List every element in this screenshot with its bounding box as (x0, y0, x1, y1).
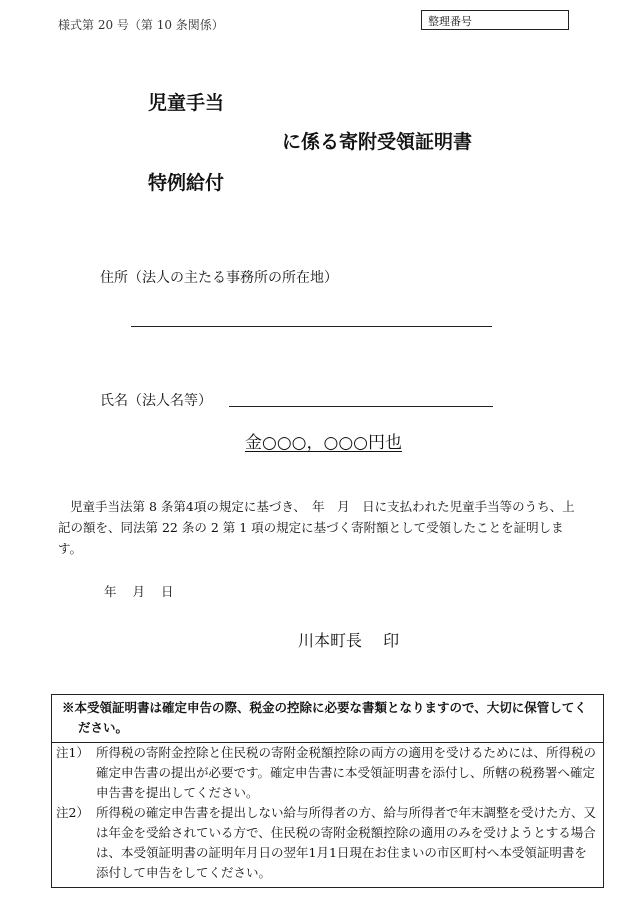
title-line-3: 特例給付 (148, 172, 225, 194)
donation-amount: 金○○○，○○○円也 (245, 433, 403, 453)
name-label: 氏名（法人名等） (100, 393, 212, 409)
form-number: 様式第 20 号（第 10 条関係） (58, 18, 224, 32)
address-label: 住所（法人の主たる事務所の所在地） (100, 270, 338, 286)
issuer-signature: 川本町長 印 (298, 631, 400, 650)
reference-number-box (421, 10, 569, 30)
reference-number-label: 整理番号 (428, 15, 472, 28)
issue-date: 年 月 日 (104, 584, 174, 599)
note-label: 注1） (56, 745, 89, 760)
notes-heading: ※本受領証明書は確定申告の際、税金の控除に必要な書類となりますので、大切に保管してください。 (52, 695, 603, 743)
title-line-1: 児童手当 (148, 92, 225, 114)
note-label: 注2） (56, 805, 89, 820)
notes-box (51, 694, 604, 888)
note-text: 所得税の寄附金控除と住民税の寄附金税額控除の両方の適用を受けるためには、所得税の確定申告書の提出が必要です。確定申告書に本受領証明書を添付し、所轄の税務署へ確定申告書を提出してください。 (96, 745, 597, 800)
address-field-line[interactable] (131, 326, 492, 327)
certification-text: 児童手当法第 8 条第4項の規定に基づき、 年 月 日に支払われた児童手当等のうち、上記の額を、同法第 22 条の 2 第 1 項の規定に基づく寄附額として受領したことを証明します。 (58, 499, 575, 556)
note-item (52, 803, 603, 883)
note-item (52, 743, 603, 803)
note-text: 所得税の確定申告書を提出しない給与所得者の方、給与所得者で年末調整を受けた方、又は年金を受給されている方で、住民税の寄附金税額控除の適用のみを受けようとする場合は、本受領証明書の証明年月日の翌年1月1日現在お住まいの市区町村へ本受領証明書を添付して申告をしてください。 (96, 805, 597, 880)
title-line-2: に係る寄附受領証明書 (282, 131, 473, 153)
name-field-line[interactable] (229, 406, 493, 407)
